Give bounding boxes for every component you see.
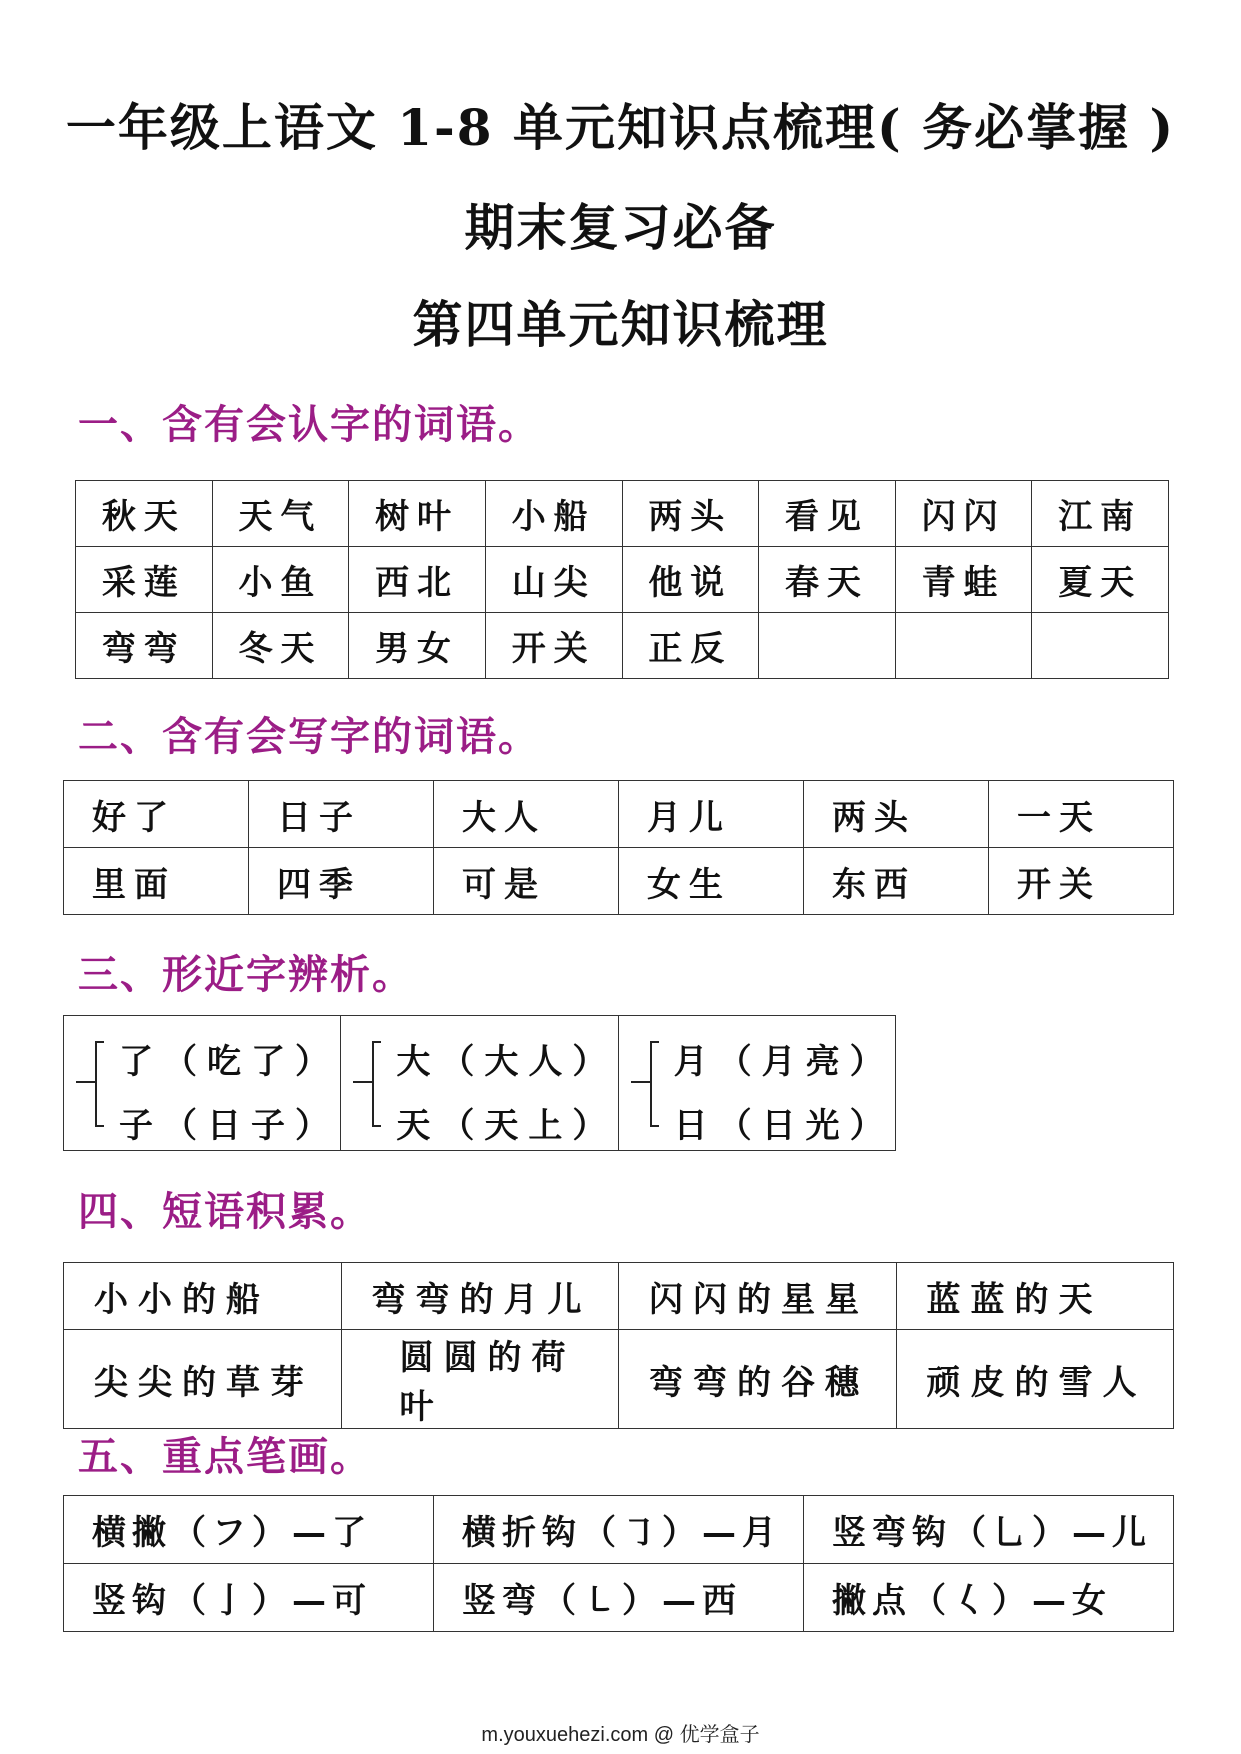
table-cell bbox=[618, 1016, 895, 1151]
section-heading-similar-chars: 三、形近字辨析。 bbox=[78, 951, 414, 998]
char-pair-bottom: 日（日光） bbox=[673, 1106, 894, 1146]
table-cell: 两头 bbox=[622, 481, 759, 547]
table-cell bbox=[895, 613, 1032, 679]
table-row bbox=[64, 1496, 1174, 1564]
table-cell: 横撇（フ）—了 bbox=[64, 1496, 434, 1564]
table-cell: 秋天 bbox=[76, 481, 213, 547]
table-row bbox=[76, 613, 1169, 679]
char-pair-top: 大（大人） bbox=[396, 1042, 617, 1082]
table-cell: 树叶 bbox=[349, 481, 486, 547]
table-cell: 弯弯 bbox=[76, 613, 213, 679]
document-title: 一年级上语文 1-8 单元知识点梳理( 务必掌握 ) bbox=[65, 98, 1176, 157]
section-heading-phrases: 四、短语积累。 bbox=[78, 1188, 372, 1235]
unit-title: 第四单元知识梳理 bbox=[412, 295, 829, 354]
char-pair-bottom: 子（日子） bbox=[119, 1106, 339, 1146]
table-cell: 大人 bbox=[434, 781, 619, 848]
table-cell: 开关 bbox=[485, 613, 622, 679]
table-cell: 四季 bbox=[249, 848, 434, 915]
table-cell: 两头 bbox=[804, 781, 989, 848]
table-row bbox=[64, 781, 1174, 848]
table-cell: 冬天 bbox=[212, 613, 349, 679]
brace-icon bbox=[74, 1038, 114, 1130]
table-row bbox=[64, 1564, 1174, 1632]
table-row bbox=[64, 1330, 1174, 1429]
char-pair bbox=[619, 1016, 895, 1150]
document-subtitle: 期末复习必备 bbox=[464, 198, 777, 257]
similar-chars-table bbox=[63, 1015, 896, 1151]
table-cell: 一天 bbox=[989, 781, 1174, 848]
table-cell: 他说 bbox=[622, 547, 759, 613]
table-cell: 山尖 bbox=[485, 547, 622, 613]
table-cell: 江南 bbox=[1032, 481, 1169, 547]
table-cell: 横折钩（㇆）—月 bbox=[434, 1496, 804, 1564]
table-cell: 月儿 bbox=[619, 781, 804, 848]
table-cell: 撇点（𡿨）—女 bbox=[804, 1564, 1174, 1632]
phrases-table bbox=[63, 1262, 1174, 1429]
table-row bbox=[64, 1263, 1174, 1330]
table-cell bbox=[341, 1016, 618, 1151]
table-cell bbox=[64, 1016, 341, 1151]
table-cell: 东西 bbox=[804, 848, 989, 915]
table-cell: 闪闪 bbox=[895, 481, 1032, 547]
table-row bbox=[76, 481, 1169, 547]
table-cell: 天气 bbox=[212, 481, 349, 547]
table-cell: 女生 bbox=[619, 848, 804, 915]
table-cell: 闪闪的星星 bbox=[619, 1263, 897, 1330]
table-cell: 竖弯钩（乚）—儿 bbox=[804, 1496, 1174, 1564]
strokes-table bbox=[63, 1495, 1174, 1632]
table-cell: 蓝蓝的天 bbox=[896, 1263, 1174, 1330]
char-pair-top: 了（吃了） bbox=[119, 1042, 339, 1082]
write-words-table bbox=[63, 780, 1174, 915]
table-cell: 正反 bbox=[622, 613, 759, 679]
table-cell: 好了 bbox=[64, 781, 249, 848]
table-cell: 西北 bbox=[349, 547, 486, 613]
table-cell: 日子 bbox=[249, 781, 434, 848]
table-row bbox=[76, 547, 1169, 613]
char-pair bbox=[341, 1016, 617, 1150]
table-cell: 男女 bbox=[349, 613, 486, 679]
table-cell: 尖尖的草芽 bbox=[64, 1330, 342, 1429]
table-cell: 春天 bbox=[759, 547, 896, 613]
table-cell: 顽皮的雪人 bbox=[896, 1330, 1174, 1429]
table-cell: 采莲 bbox=[76, 547, 213, 613]
recognize-words-table bbox=[75, 480, 1169, 679]
table-cell bbox=[1032, 613, 1169, 679]
table-cell: 小小的船 bbox=[64, 1263, 342, 1330]
table-cell: 弯弯的谷穗 bbox=[619, 1330, 897, 1429]
footer-watermark: m.youxuehezi.com @ 优学盒子 bbox=[481, 1724, 760, 1746]
table-cell: 开关 bbox=[989, 848, 1174, 915]
table-cell: 弯弯的月儿 bbox=[341, 1263, 619, 1330]
table-cell: 小鱼 bbox=[212, 547, 349, 613]
table-cell: 圆圆的荷叶 bbox=[341, 1330, 619, 1429]
char-pair bbox=[64, 1016, 340, 1150]
table-cell: 里面 bbox=[64, 848, 249, 915]
section-heading-recognize: 一、含有会认字的词语。 bbox=[78, 401, 540, 448]
brace-icon bbox=[351, 1038, 391, 1130]
table-cell: 小船 bbox=[485, 481, 622, 547]
char-pair-bottom: 天（天上） bbox=[396, 1106, 617, 1146]
char-pair-top: 月（月亮） bbox=[673, 1042, 894, 1082]
table-row bbox=[64, 848, 1174, 915]
table-cell: 青蛙 bbox=[895, 547, 1032, 613]
section-heading-write: 二、含有会写字的词语。 bbox=[78, 713, 540, 760]
brace-icon bbox=[629, 1038, 669, 1130]
table-cell: 竖弯（㇄）—西 bbox=[434, 1564, 804, 1632]
table-cell: 可是 bbox=[434, 848, 619, 915]
table-row bbox=[64, 1016, 896, 1151]
section-heading-strokes: 五、重点笔画。 bbox=[78, 1433, 372, 1480]
table-cell bbox=[759, 613, 896, 679]
table-cell: 竖钩（亅）—可 bbox=[64, 1564, 434, 1632]
table-cell: 夏天 bbox=[1032, 547, 1169, 613]
table-cell: 看见 bbox=[759, 481, 896, 547]
